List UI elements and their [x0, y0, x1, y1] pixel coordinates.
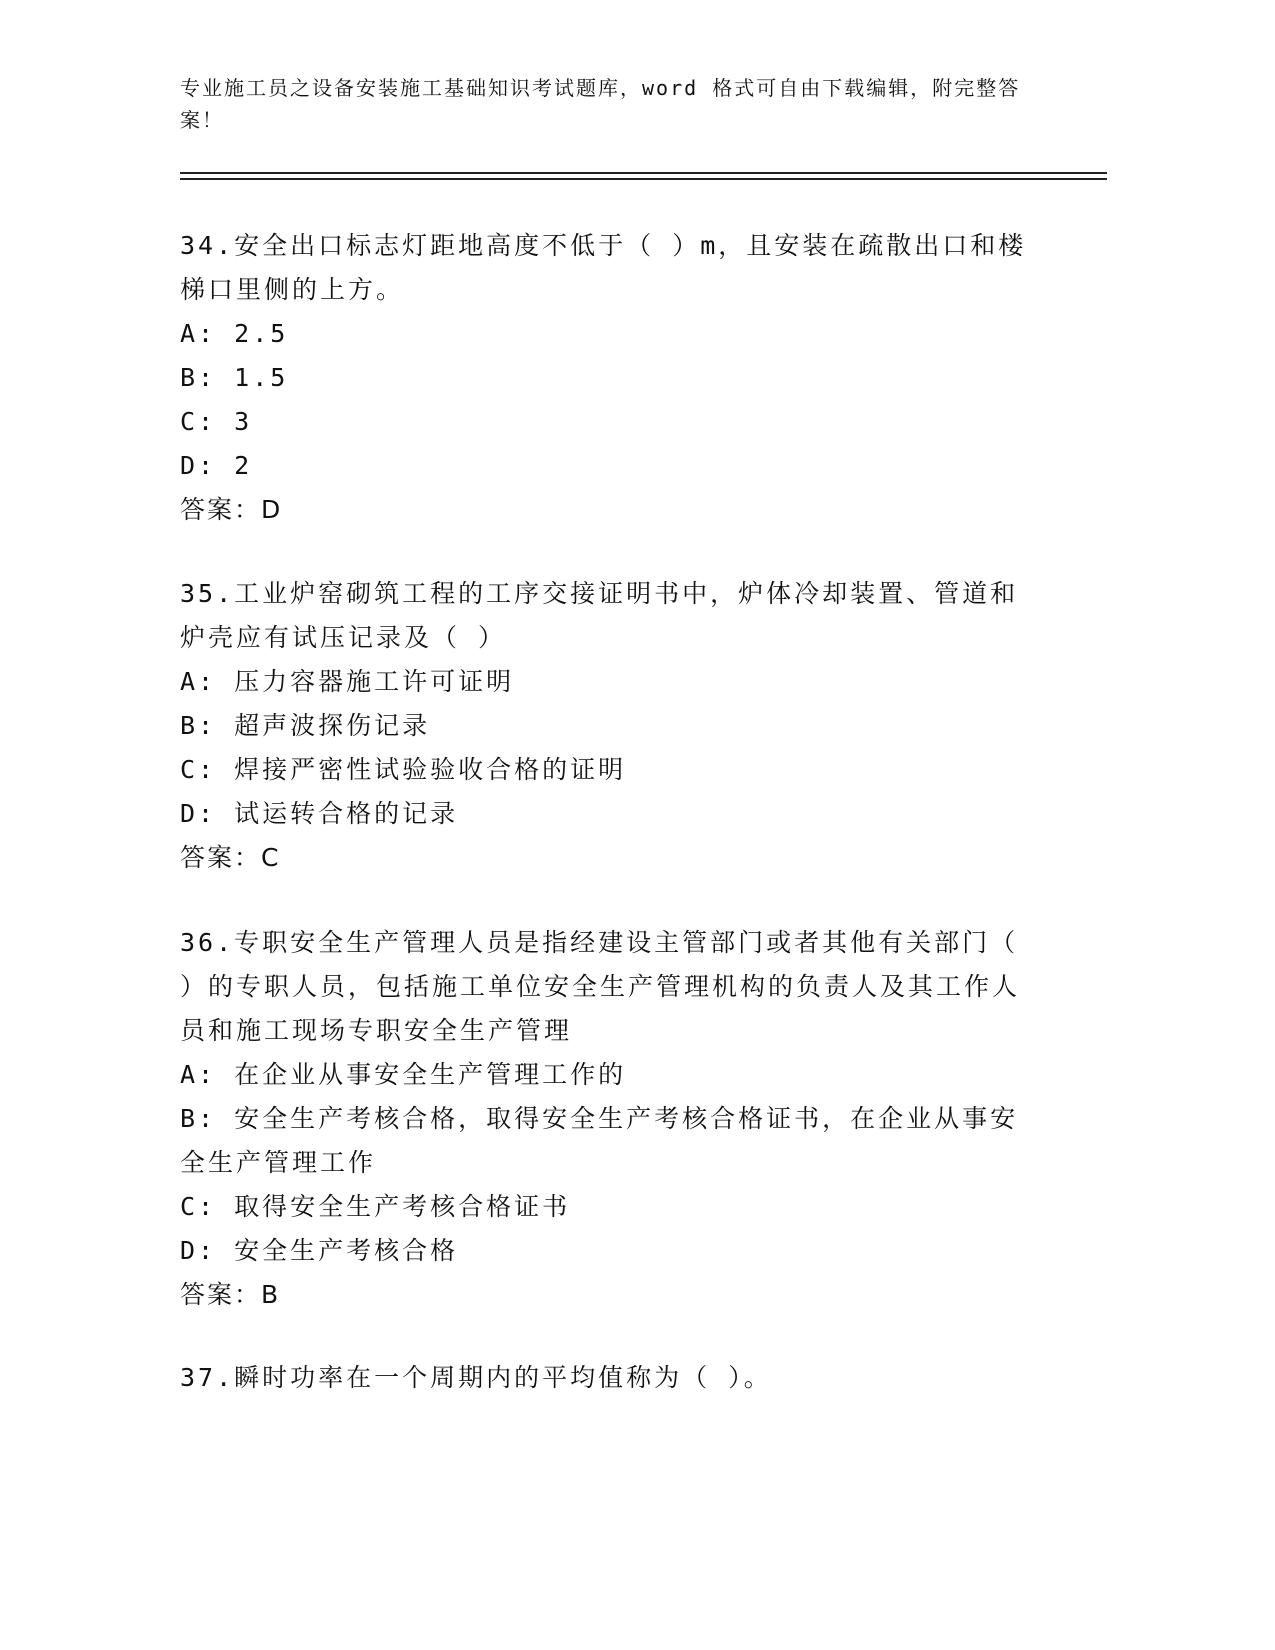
option-a: A: 2.5: [180, 319, 289, 348]
answer: 答案：D: [180, 495, 283, 524]
document-header: 专业施工员之设备安装施工基础知识考试题库，word 格式可自由下载编辑，附完整答案！: [180, 76, 1021, 132]
option-b: B: 超声波探伤记录: [180, 711, 431, 740]
header-divider-bottom: [180, 178, 1107, 180]
question-36: [180, 921, 1040, 1317]
option-c: C: 取得安全生产考核合格证书: [180, 1192, 571, 1221]
option-a: A: 在企业从事安全生产管理工作的: [180, 1060, 627, 1089]
question-stem: 37.瞬时功率在一个周期内的平均值称为（ ）。: [180, 1363, 772, 1392]
question-34: [180, 224, 1040, 532]
question-stem: 35.工业炉窑砌筑工程的工序交接证明书中，炉体冷却装置、管道和炉壳应有试压记录及（ ）: [180, 579, 1019, 652]
option-d: D: 2: [180, 451, 253, 480]
option-b: B: 1.5: [180, 363, 289, 392]
option-c: C: 3: [180, 407, 253, 436]
option-d: D: 试运转合格的记录: [180, 799, 459, 828]
option-c: C: 焊接严密性试验验收合格的证明: [180, 755, 627, 784]
answer: 答案：C: [180, 843, 281, 872]
question-37: [180, 1356, 1040, 1400]
question-35: [180, 572, 1040, 880]
header-divider-top: [180, 172, 1107, 174]
option-a: A: 压力容器施工许可证明: [180, 667, 515, 696]
option-d: D: 安全生产考核合格: [180, 1236, 459, 1265]
question-stem: 34.安全出口标志灯距地高度不低于（ ）m，且安装在疏散出口和楼梯口里侧的上方。: [180, 231, 1027, 304]
answer: 答案：B: [180, 1280, 281, 1309]
option-b: B: 安全生产考核合格，取得安全生产考核合格证书，在企业从事安全生产管理工作: [180, 1104, 1019, 1177]
question-stem: 36.专职安全生产管理人员是指经建设主管部门或者其他有关部门（ ）的专职人员，包括施工单位安全生产管理机构的负责人及其工作人员和施工现场专职安全生产管理: [180, 928, 1021, 1045]
